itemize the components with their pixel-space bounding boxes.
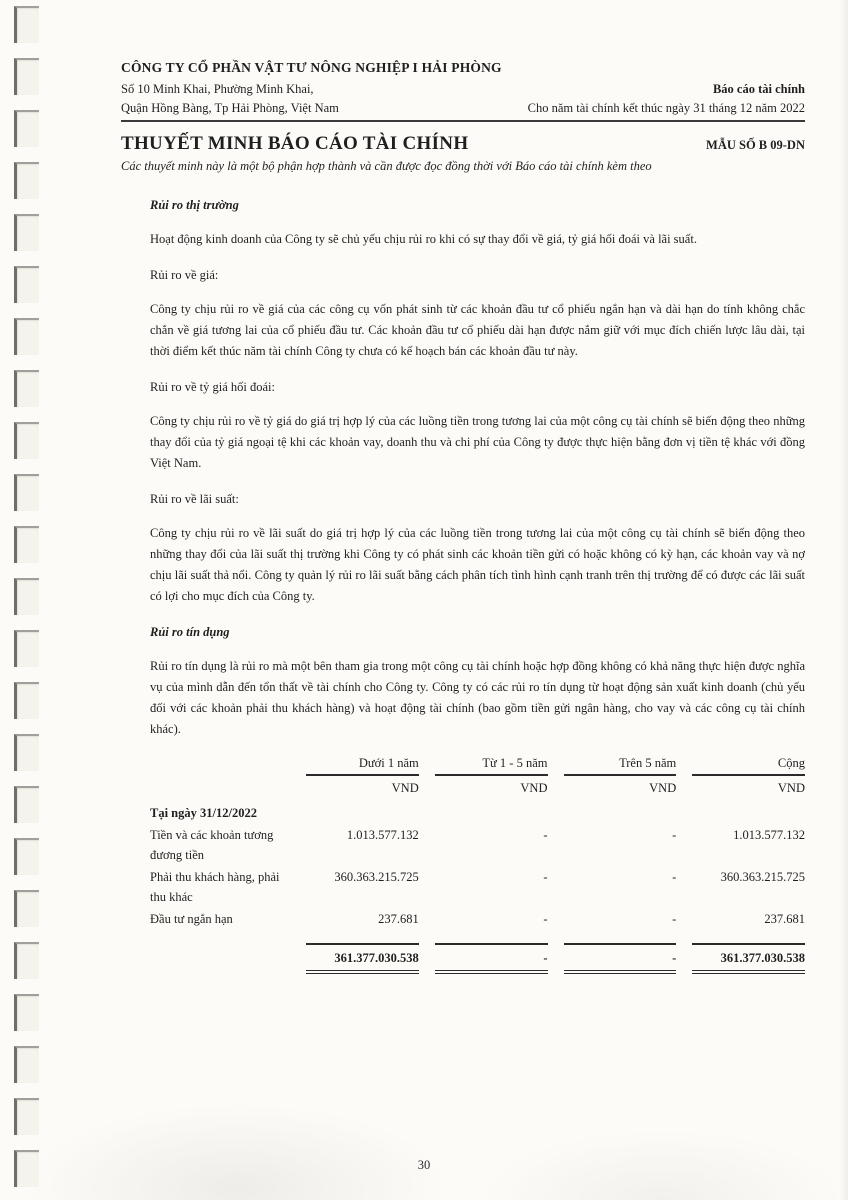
- table-header-row: [150, 753, 805, 776]
- cell-value: -: [543, 912, 548, 926]
- cell-value: -: [543, 828, 548, 842]
- cell-value: 360.363.215.725: [720, 870, 805, 884]
- title-row: [121, 133, 805, 155]
- paragraph-fx-risk: Công ty chịu rủi ro về tỷ giá do giá trị hợp lý của các luồng tiền trong tương lai của một công cụ tài chính sẽ biến động theo những thay đổi của tỷ giá ngoại tệ khi các khoản vay, doanh thu và chi phí của Công ty được thực hiện bằng đơn vị tiền tệ khác với đồng Việt Nam.: [150, 414, 805, 470]
- row-label: Đầu tư ngắn hạn: [150, 912, 233, 926]
- cell-value: 237.681: [378, 912, 419, 926]
- label-fx-risk: Rủi ro về tỷ giá hối đoái:: [150, 380, 275, 394]
- total-value: 361.377.030.538: [306, 943, 419, 974]
- cell-value: 1.013.577.132: [346, 828, 419, 842]
- table-row: [150, 825, 805, 865]
- address-line-2: Quận Hồng Bàng, Tp Hải Phòng, Việt Nam: [121, 101, 339, 115]
- section-heading-credit-risk: Rủi ro tín dụng: [150, 625, 230, 639]
- section-heading-market-risk: Rủi ro thị trường: [150, 198, 239, 212]
- table-row: [150, 867, 805, 907]
- page-number: 30: [417, 1158, 431, 1172]
- maturity-table: [150, 753, 805, 974]
- document-content: [121, 60, 805, 974]
- label-interest-risk: Rủi ro về lãi suất:: [150, 492, 239, 506]
- table-unit-row: [150, 776, 805, 798]
- cell-value: 360.363.215.725: [334, 870, 419, 884]
- paragraph-credit-risk: Rủi ro tín dụng là rủi ro mà một bên tham gia trong một công cụ tài chính hoặc hợp đồng không có khả năng thực hiện được nghĩa vụ của mình dẫn đến tổn thất về tài chính cho Công ty. Công ty có các rủi ro tín dụng từ hoạt động sản xuất kinh doanh (chủ yếu đối với các khoản phải thu khách hàng) và hoạt động tài chính (bao gồm tiền gửi ngân hàng, cho vay và các công cụ tài chính khác).: [150, 659, 805, 736]
- report-period: Cho năm tài chính kết thúc ngày 31 tháng 12 năm 2022: [527, 101, 805, 115]
- paragraph-price-risk: Công ty chịu rủi ro về giá của các công cụ vốn phát sinh từ các khoản đầu tư cổ phiếu ngắn hạn và dài hạn do tính không chắc chắn về giá tương lai của cổ phiếu đầu tư. Các khoản đầu tư cổ phiếu dài hạn được nắm giữ với mục đích chiến lược lâu dài, tại thời điểm kết thúc năm tài chính Công ty chưa có kế hoạch bán các khoản đầu tư này.: [150, 302, 805, 358]
- column-header: Cộng: [692, 753, 805, 776]
- cell-value: -: [672, 870, 677, 884]
- table-group-label: Tại ngày 31/12/2022: [150, 806, 257, 820]
- unit-label: VND: [649, 781, 677, 795]
- total-value: -: [564, 943, 677, 974]
- unit-label: VND: [777, 781, 805, 795]
- row-label: Tiền và các khoản tương đương tiền: [150, 828, 274, 862]
- company-name: CÔNG TY CỔ PHẦN VẬT TƯ NÔNG NGHIỆP I HẢI PHÒNG: [121, 60, 502, 75]
- page-title: THUYẾT MINH BÁO CÁO TÀI CHÍNH: [121, 133, 469, 154]
- paragraph-market-risk-intro: Hoạt động kinh doanh của Công ty sẽ chủ yếu chịu rủi ro khi có sự thay đổi về giá, tỷ giá hối đoái và lãi suất.: [150, 232, 697, 246]
- row-label: Phải thu khách hàng, phải thu khác: [150, 870, 280, 904]
- column-header: Dưới 1 năm: [306, 753, 419, 776]
- cell-value: 237.681: [764, 912, 805, 926]
- cell-value: 1.013.577.132: [733, 828, 805, 842]
- total-value: -: [435, 943, 548, 974]
- address-line-1: Số 10 Minh Khai, Phường Minh Khai,: [121, 82, 314, 96]
- cell-value: -: [543, 870, 548, 884]
- unit-label: VND: [391, 781, 419, 795]
- report-label: Báo cáo tài chính: [712, 82, 805, 96]
- unit-label: VND: [520, 781, 548, 795]
- column-header: Trên 5 năm: [564, 753, 677, 776]
- table-total-row: [150, 943, 805, 974]
- column-header: Từ 1 - 5 năm: [435, 753, 548, 776]
- table-row: [150, 909, 805, 929]
- document-header: [121, 80, 805, 122]
- notes-body: [150, 195, 805, 974]
- total-value: 361.377.030.538: [692, 943, 805, 974]
- paragraph-interest-risk: Công ty chịu rủi ro về lãi suất do giá trị hợp lý của các luồng tiền trong tương lai của một công cụ tài chính sẽ biến động theo những thay đổi của lãi suất thị trường khi Công ty có phát sinh các khoản tiền gửi có hoặc không có kỳ hạn, các khoản vay và nợ chịu lãi suất thả nổi. Công ty quản lý rủi ro lãi suất bằng cách phân tích tình hình cạnh tranh trên thị trường để có được các lãi suất có lợi cho mục đích của Công ty.: [150, 526, 805, 603]
- document-subtitle: Các thuyết minh này là một bộ phận hợp thành và cần được đọc đồng thời với Báo cáo tài chính kèm theo: [121, 159, 652, 173]
- form-number: MẪU SỐ B 09-DN: [706, 138, 805, 152]
- cell-value: -: [672, 828, 677, 842]
- label-price-risk: Rủi ro về giá:: [150, 268, 219, 282]
- cell-value: -: [672, 912, 677, 926]
